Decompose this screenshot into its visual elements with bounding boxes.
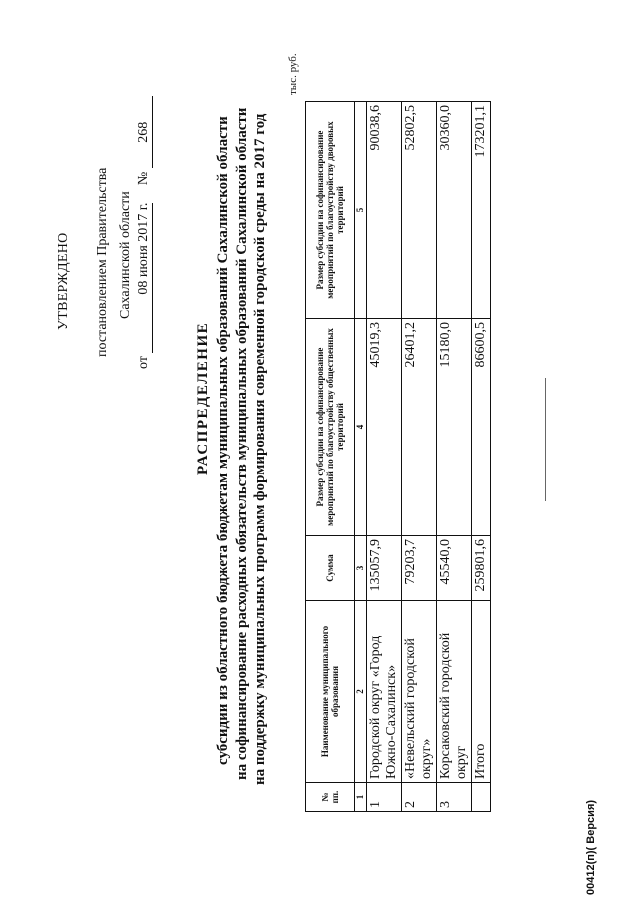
approval-line-3 (136, 96, 153, 369)
distribution-table (305, 101, 491, 812)
header-sum: Сумма (306, 536, 355, 601)
municipality-name: Городской округ «Город Южно-Сахалинск» (367, 601, 402, 783)
column-number: 1 (355, 783, 367, 812)
yard-territories-value: 30360,0 (437, 102, 472, 319)
total-sum: 259801,6 (472, 536, 491, 601)
municipality-name: «Невельский городской округ» (402, 601, 437, 783)
total-label: Итого (472, 601, 491, 783)
approval-date-prefix: от (136, 356, 151, 369)
column-numbers-row (355, 102, 367, 812)
yard-territories-value: 52802,5 (402, 102, 437, 319)
approval-stamp: УТВЕРЖДЕНО (56, 232, 71, 330)
header-public-territories: Размер субсидии на софинансирование мероприятий по благоустройству общественных территорий (306, 319, 355, 536)
municipality-name: Корсаковский городской округ (437, 601, 472, 783)
header-number: № пп. (306, 783, 355, 812)
header-municipality: Наименование муниципального образования (306, 601, 355, 783)
table-row (402, 102, 437, 812)
sum-value: 135057,9 (367, 536, 402, 601)
approval-line-2: Сахалинской области (118, 191, 133, 319)
approval-date: 08 июня 2017 г. (136, 203, 153, 353)
sum-value: 45540,0 (437, 536, 472, 601)
column-number: 3 (355, 536, 367, 601)
column-number: 5 (355, 102, 367, 319)
approval-line-1: постановлением Правительства (95, 167, 110, 357)
table-row (367, 102, 402, 812)
row-number: 3 (437, 783, 472, 812)
total-yard-territories: 173201,1 (472, 102, 491, 319)
document-title: РАСПРЕДЕЛЕНИЕ (195, 321, 211, 475)
units-label: тыс. руб. (287, 53, 299, 95)
total-public-territories: 86600,5 (472, 319, 491, 536)
sum-value: 79203,7 (402, 536, 437, 601)
table-header-row (306, 102, 355, 812)
row-number (472, 783, 491, 812)
yard-territories-value: 90038,6 (367, 102, 402, 319)
subtitle-line-3: на поддержку муниципальных программ формирования современной городской среды на 2017 год (252, 113, 268, 785)
header-yard-territories: Размер субсидии на софинансирование мероприятий по благоустройству дворовых территорий (306, 102, 355, 319)
column-number: 4 (355, 319, 367, 536)
public-territories-value: 26401,2 (402, 319, 437, 536)
subtitle-line-2: на софинансирование расходных обязательств муниципальных образований Сахалинской области (234, 107, 250, 780)
table-total-row (472, 102, 491, 812)
column-number: 2 (355, 601, 367, 783)
table-row (437, 102, 472, 812)
separator-line (545, 378, 546, 501)
row-number: 2 (402, 783, 437, 812)
row-number: 1 (367, 783, 402, 812)
footer-code: 00412(п)( Версия) (585, 799, 597, 895)
approval-number-label: № (136, 171, 151, 186)
public-territories-value: 15180,0 (437, 319, 472, 536)
subtitle-line-1: субсидии из областного бюджета бюджетам муниципальных образований Сахалинской области (215, 116, 231, 765)
public-territories-value: 45019,3 (367, 319, 402, 536)
approval-number: 268 (136, 96, 153, 168)
